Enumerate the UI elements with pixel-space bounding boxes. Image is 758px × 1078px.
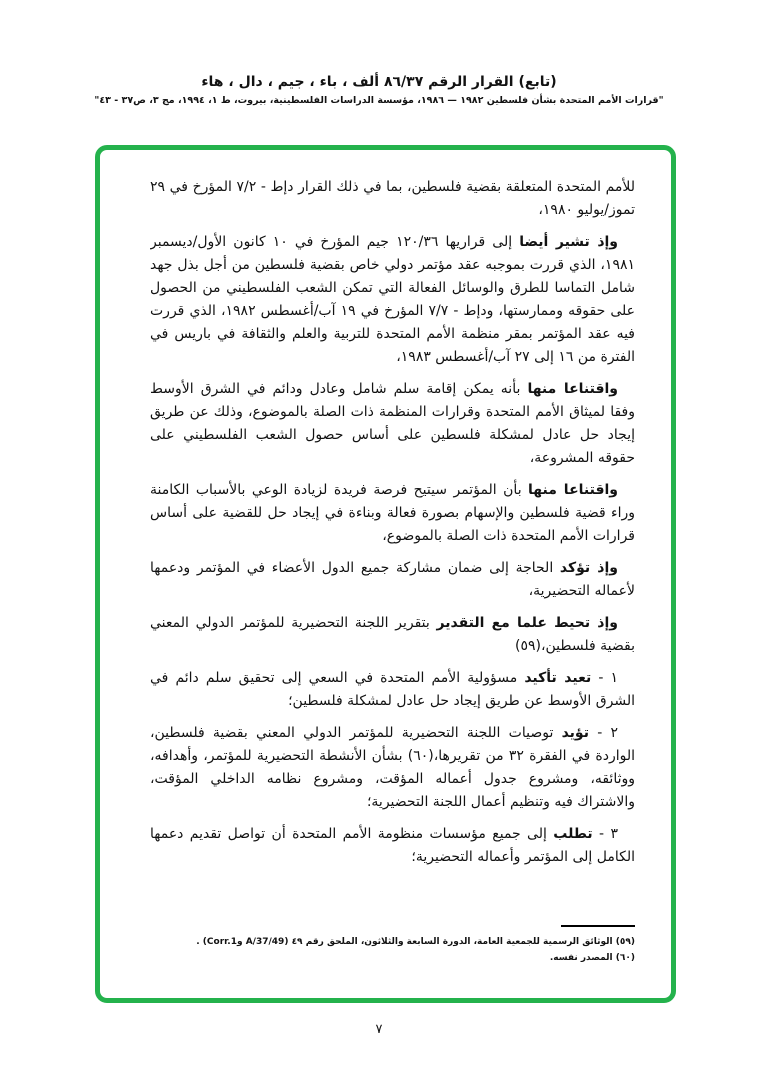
paragraph-number: ٣ -: [592, 826, 618, 842]
paragraph-text: بأنه يمكن إقامة سلم شامل وعادل ودائم في الشرق الأوسط وفقا لميثاق الأمم المتحدة وقرارات المنظمة ذات الصلة بالموضوع، وذلك عن طريق إيجاد حل عادل لمشكلة فلسطين على أساس حصول الشعب الفلسطيني على حقوقه المشروعة،: [150, 381, 635, 466]
paragraph-text: توصيات اللجنة التحضيرية للمؤتمر الدولي المعني بقضية فلسطين، الواردة في الفقرة ٣٢ من تقريرها،(٦٠) بشأن الأنشطة التحضيرية للمؤتمر، وأهدافه، ووثائقه، ومشروع جدول أعماله المؤقت، ومشروع نظامه الداخلي المؤقت، والاشتراك فيه وتنظيم أعمال اللجنة التحضيرية؛: [150, 725, 635, 810]
paragraph: [150, 823, 635, 869]
source-citation: "قرارات الأمم المتحدة بشأن فلسطين ١٩٨٢ — ١٩٨٦، مؤسسة الدراسات الفلسطينية، بيروت، ط ١، ١٩٩٤، مج ٣، ص٣٧ - ٤٣": [94, 95, 664, 106]
paragraph-lead: وإذ تشير أيضا: [519, 234, 618, 250]
paragraph-number: ٢ -: [588, 725, 619, 741]
paragraph: [150, 378, 635, 470]
paragraph-text: بتقرير اللجنة التحضيرية للمؤتمر الدولي المعني بقضية فلسطين،(٥٩): [150, 615, 635, 654]
footnotes: [150, 925, 635, 966]
paragraph-text: الحاجة إلى ضمان مشاركة جميع الدول الأعضاء في المؤتمر ودعمها لأعماله التحضيرية،: [150, 560, 635, 599]
paragraph-text: للأمم المتحدة المتعلقة بقضية فلسطين، بما في ذلك القرار دإط - ٧/٢ المؤرخ في ٢٩ تموز/يوليو ١٩٨٠،: [150, 179, 635, 218]
paragraph-lead: واقتناعا منها: [527, 381, 618, 397]
paragraph-text: إلى قراريها ١٢٠/٣٦ جيم المؤرخ في ١٠ كانون الأول/ديسمبر ١٩٨١، الذي قررت بموجبه عقد مؤتمر دولي خاص بقضية فلسطين من أجل بذل جهد شامل التماسا للطرق والوسائل الفعالة التي تمكن الشعب الفلسطيني من الحصول على حقوقه وممارستها، ودإط - ٧/٧ المؤرخ في ١٩ آب/أغسطس ١٩٨٢، الذي قررت فيه عقد المؤتمر بمقر منظمة الأمم المتحدة للتربية والعلم والثقافة في باريس في الفترة من ١٦ إلى ٢٧ آب/أغسطس ١٩٨٣،: [150, 234, 635, 365]
paragraph-lead: وإذ تؤكد: [559, 560, 618, 576]
content-frame: [95, 145, 676, 1003]
paragraph: [150, 479, 635, 548]
paragraph-number: ١ -: [591, 670, 619, 686]
paragraph-text: بأن المؤتمر سيتيح فرصة فريدة لزيادة الوعي بالأسباب الكامنة وراء قضية فلسطين والإسهام بصورة فعالة وبناءة في إيجاد حل للقضية على أساس قرارات الأمم المتحدة ذات الصلة بالموضوع،: [150, 482, 635, 544]
resolution-title: (تابع) القرار الرقم ٨٦/٣٧ ألف ، باء ، جيم ، دال ، هاء: [201, 74, 557, 90]
footnote-divider: [561, 925, 635, 927]
paragraph-lead: واقتناعا منها: [528, 482, 618, 498]
paragraph: [150, 612, 635, 658]
paragraph-text: إلى جميع مؤسسات منظومة الأمم المتحدة أن تواصل تقديم دعمها الكامل إلى المؤتمر وأعماله التحضيرية؛: [150, 826, 635, 865]
paragraph-lead: تؤيد: [561, 725, 589, 741]
paragraph-text: مسؤولية الأمم المتحدة في السعي إلى تحقيق سلم دائم في الشرق الأوسط عن طريق إيجاد حل عادل لمشكلة فلسطين؛: [150, 670, 635, 709]
paragraph: [150, 231, 635, 369]
paragraph-lead: تطلب: [553, 826, 593, 842]
paragraph-lead: تعيد تأكيد: [524, 670, 592, 686]
paragraph: [150, 722, 635, 814]
page-number: ٧: [375, 1022, 383, 1037]
document-header: [0, 74, 758, 106]
footnote: (٦٠) المصدر نفسه.: [549, 953, 635, 963]
paragraph: [150, 667, 635, 713]
footnote: (٥٩) الوثائق الرسمية للجمعية العامة، الدورة السابعة والثلاثون، الملحق رقم ٤٩ (A/37/49 وCorr.1) .: [196, 937, 635, 947]
paragraph-lead: وإذ تحيط علما مع التقدير: [436, 615, 618, 631]
paragraph: [150, 557, 635, 603]
paragraph: [150, 176, 635, 222]
body-text: [150, 176, 635, 912]
